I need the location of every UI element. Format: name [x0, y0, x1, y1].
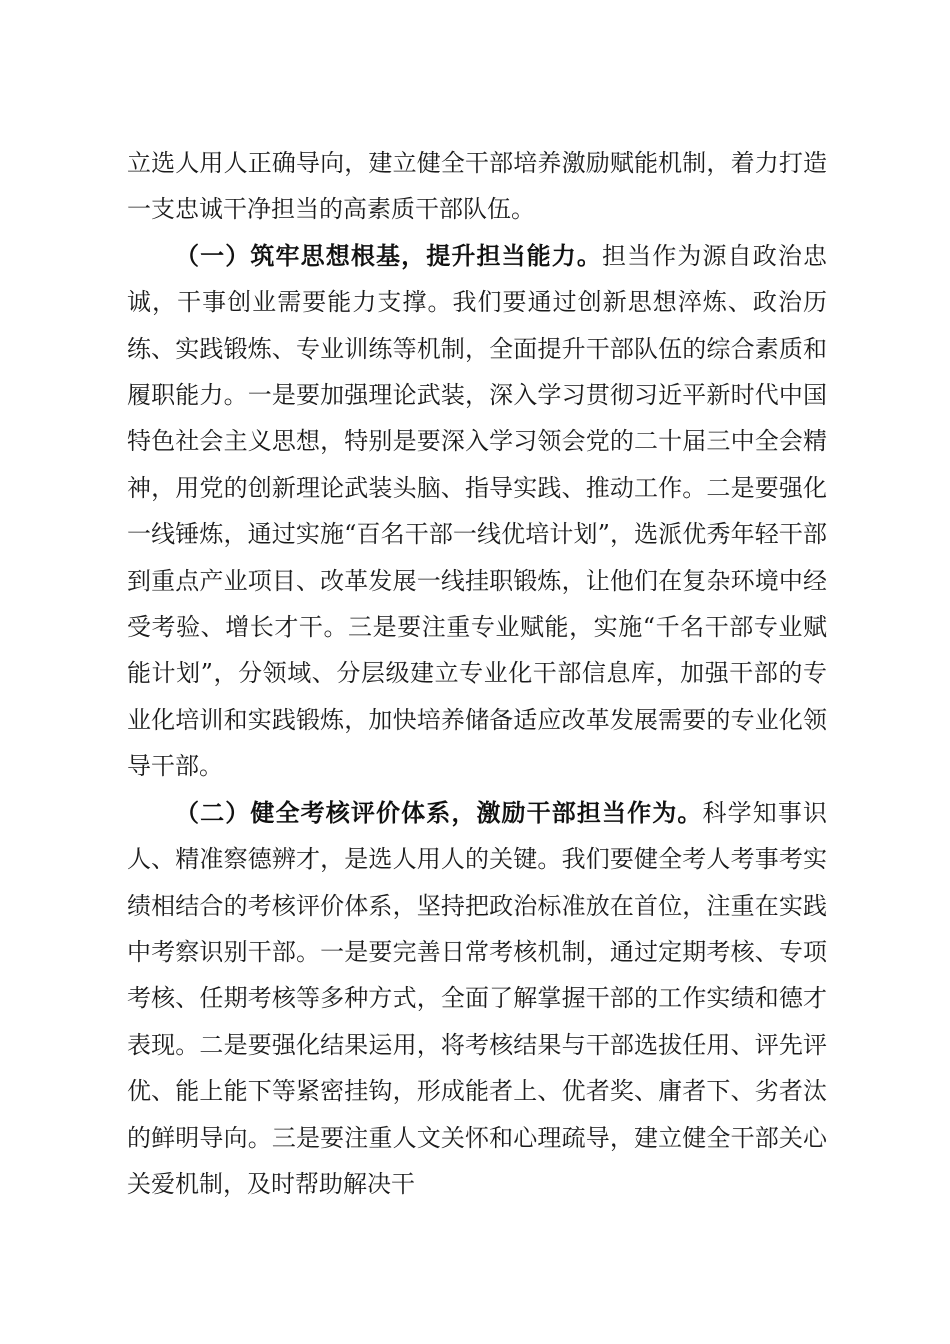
paragraph-continuation	[127, 140, 827, 233]
paragraph-text: 担当作为源自政治忠诚，干事创业需要能力支撑。我们要通过创新思想淬炼、政治历练、实践锻炼、专业训练等机制，全面提升干部队伍的综合素质和履职能力。一是要加强理论武装，深入学习贯彻习近平新时代中国特色社会主义思想，特别是要深入学习领会党的二十届三中全会精神，用党的创新理论武装头脑、指导实践、推动工作。二是要强化一线锤炼，通过实施“百名干部一线优培计划”，选派优秀年轻干部到重点产业项目、改革发展一线挂职锻炼，让他们在复杂环境中经受考验、增长才干。三是要注重专业赋能，实施“千名干部专业赋能计划”，分领域、分层级建立专业化干部信息库，加强干部的专业化培训和实践锻炼，加快培养储备适应改革发展需要的专业化领导干部。	[127, 241, 828, 781]
paragraph-text: 科学知事识人、精准察德辨才，是选人用人的关键。我们要健全考人考事考实绩相结合的考核评价体系，坚持把政治标准放在首位，注重在实践中考察识别干部。一是要完善日常考核机制，通过定期考核、专项考核、任期考核等多种方式，全面了解掌握干部的工作实绩和德才表现。二是要强化结果运用，将考核结果与干部选拔任用、评先评优、能上能下等紧密挂钩，形成能者上、优者奖、庸者下、劣者汰的鲜明导向。三是要注重人文关怀和心理疏导，建立健全干部关心关爱机制，及时帮助解决干	[127, 798, 828, 1198]
document-body	[127, 140, 827, 1207]
section-heading: （一）筑牢思想根基，提升担当能力。	[175, 241, 603, 270]
section-heading: （二）健全考核评价体系，激励干部担当作为。	[175, 798, 703, 827]
paragraph-section-one	[127, 233, 827, 790]
paragraph-text: 立选人用人正确导向，建立健全干部培养激励赋能机制，着力打造一支忠诚干净担当的高素质干部队伍。	[127, 149, 827, 224]
paragraph-section-two	[127, 790, 827, 1208]
